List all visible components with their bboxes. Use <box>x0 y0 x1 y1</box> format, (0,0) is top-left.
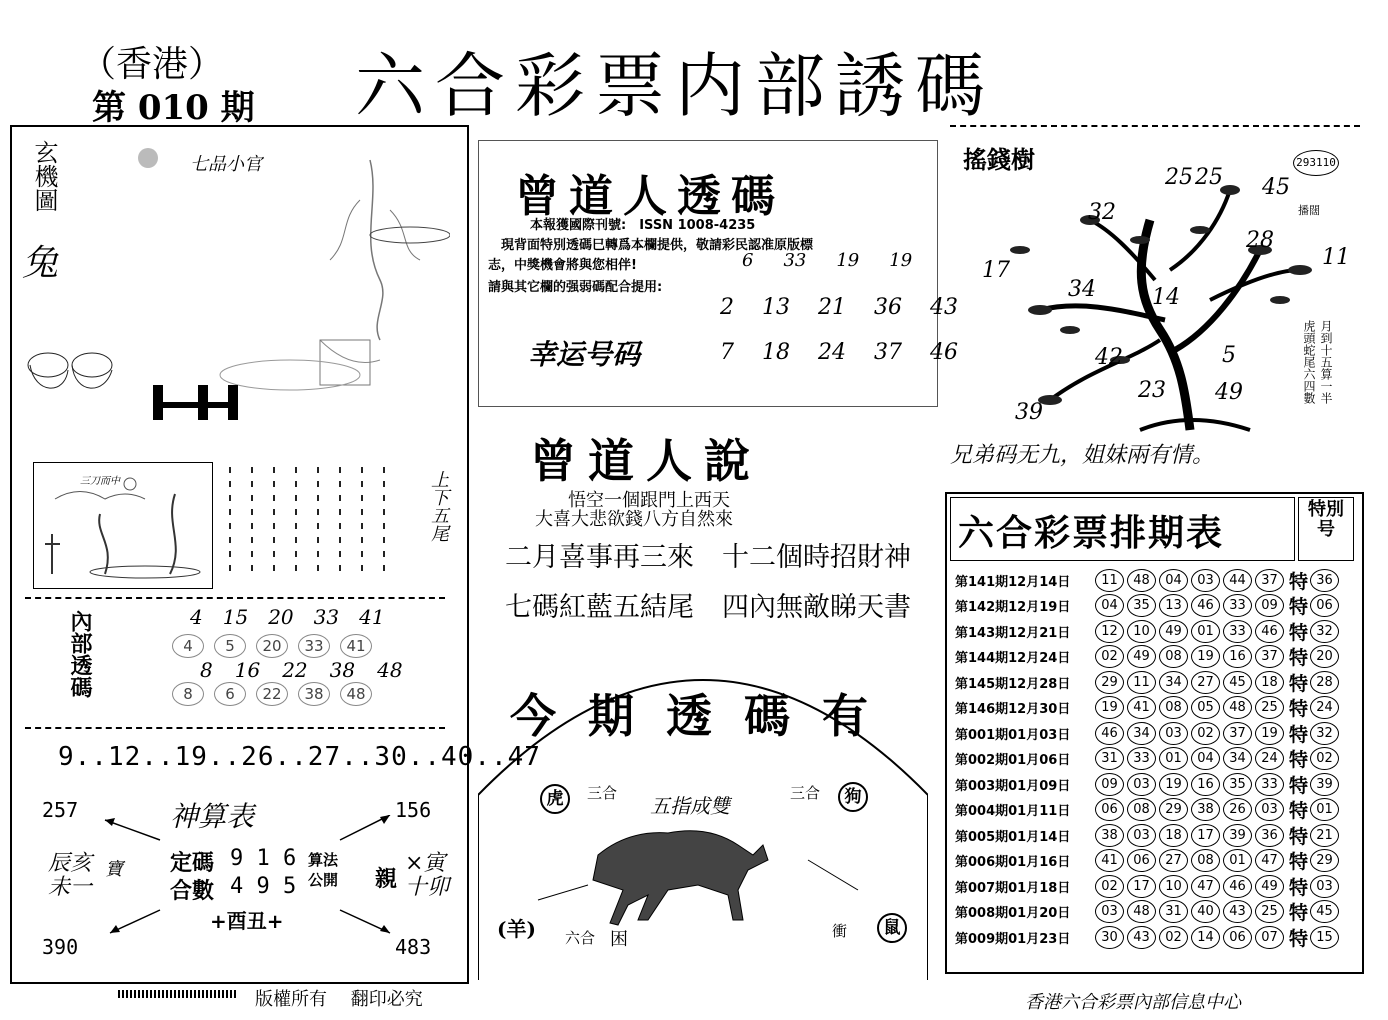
num-ball: 38 <box>298 682 330 706</box>
special-marker: 特 <box>1289 749 1309 771</box>
xuanji-hint: 兔 <box>22 243 59 284</box>
special-marker: 特 <box>1289 851 1309 873</box>
number-ball: 04 <box>1159 569 1188 592</box>
special-marker: 特 <box>1289 723 1309 746</box>
neibu-row2-circles <box>172 682 372 706</box>
number-ball: 26 <box>1223 798 1252 821</box>
num: 6 <box>742 250 754 271</box>
shuo-line1a: 二月喜事再三來 <box>505 542 694 573</box>
number-ball: 02 <box>1191 722 1220 745</box>
tree-title: 搖錢樹 <box>963 145 1035 174</box>
special-marker: 特 <box>1289 698 1309 720</box>
special-marker: 特 <box>1289 800 1309 822</box>
schedule-title: 六合彩票排期表 <box>958 512 1225 554</box>
special-marker: 特 <box>1289 647 1309 669</box>
barcode-strip <box>118 990 238 998</box>
picture-drawing <box>35 464 210 586</box>
issue-number: 第 010 期 <box>92 88 255 128</box>
number-ball: 01 <box>1191 620 1220 643</box>
special-number-ball: 36 <box>1310 569 1339 592</box>
num-ball: 5 <box>214 634 246 658</box>
shensuan-right-label: 親 <box>375 866 398 892</box>
zengdao-row2 <box>720 340 958 365</box>
num: 22 <box>282 658 308 682</box>
schedule-row-label: 第145期12月28日 <box>955 676 1071 692</box>
special-number-ball: 21 <box>1310 824 1339 847</box>
zengdao-line3: 志，中獎機會將與您相伴! <box>488 258 637 273</box>
number-ball: 33 <box>1223 594 1252 617</box>
schedule-row-label: 第141期12月14日 <box>955 574 1071 590</box>
num-ball: 48 <box>340 682 372 706</box>
number-ball: 37 <box>1255 645 1284 668</box>
number-ball: 07 <box>1255 926 1284 949</box>
schedule-row <box>955 900 1342 924</box>
number-ball: 01 <box>1223 849 1252 872</box>
num: 19 <box>836 250 860 271</box>
number-ball: 04 <box>1095 594 1124 617</box>
tiger-badge: 虎 <box>540 784 570 814</box>
tree-num: 39 <box>1015 400 1043 425</box>
num: 48 <box>377 658 403 682</box>
schedule-row-label: 第143期12月21日 <box>955 625 1071 641</box>
number-ball: 46 <box>1223 875 1252 898</box>
number-ball: 05 <box>1191 696 1220 719</box>
special-number-ball: 32 <box>1310 620 1339 643</box>
number-ball: 36 <box>1255 824 1284 847</box>
tree-num: 34 <box>1068 277 1096 302</box>
number-ball: 34 <box>1159 671 1188 694</box>
schedule-row <box>955 772 1342 796</box>
tree-caption: 兄弟码无九，姐妹兩有情。 <box>950 443 1215 468</box>
neibu-row2-hand <box>200 658 403 682</box>
chong-label: 衝 <box>832 922 848 940</box>
number-ball: 03 <box>1191 569 1220 592</box>
number-ball: 03 <box>1127 773 1156 796</box>
number-ball: 09 <box>1095 773 1124 796</box>
shensuan-numbers: 9..12..19..26..27..30..40..47 <box>58 742 541 772</box>
special-number-ball: 32 <box>1310 722 1339 745</box>
shensuan-left-note: 辰亥 未一 <box>48 851 93 900</box>
zengdao-line2: 現背面特別透碼巳轉爲本欄提供，敬請彩民認准原版標 <box>488 238 814 253</box>
sanhe-left: 三合 <box>587 784 618 802</box>
shuo-line1b: 十二個時招財神 <box>722 542 911 573</box>
schedule-row-label: 第001期01月03日 <box>955 727 1071 743</box>
num: 13 <box>762 295 790 320</box>
special-number-ball: 02 <box>1310 747 1339 770</box>
num-ball: 8 <box>172 682 204 706</box>
tree-num: 49 <box>1215 380 1243 405</box>
source-notice: 香港六合彩票內部信息中心 <box>1025 992 1241 1013</box>
number-ball: 41 <box>1127 696 1156 719</box>
number-ball: 06 <box>1223 926 1252 949</box>
number-ball: 17 <box>1127 875 1156 898</box>
number-ball: 08 <box>1191 849 1220 872</box>
special-marker: 特 <box>1289 876 1309 899</box>
number-ball: 03 <box>1127 824 1156 847</box>
num: 7 <box>720 340 734 365</box>
sanhe-right: 三合 <box>790 784 821 802</box>
ding-label: 定碼 <box>170 850 215 876</box>
num: 8 <box>200 658 213 682</box>
schedule-row <box>955 798 1342 822</box>
jinqi-mark: 困 <box>610 929 628 950</box>
side-text: 上下五尾 <box>428 470 449 542</box>
number-ball: 43 <box>1223 900 1252 923</box>
number-ball: 27 <box>1159 849 1188 872</box>
num-ball: 41 <box>340 634 372 658</box>
num: 37 <box>874 340 902 365</box>
number-ball: 18 <box>1255 671 1284 694</box>
tree-num: 32 <box>1088 200 1116 225</box>
liuhe-label: 六合 <box>565 929 596 947</box>
neibu-title: 內部透碼 <box>67 610 93 698</box>
dog-badge: 狗 <box>838 782 868 812</box>
number-ball: 46 <box>1095 722 1124 745</box>
schedule-row-label: 第142期12月19日 <box>955 600 1071 615</box>
vertical-poem-columns <box>222 462 407 587</box>
jinqi-center: 五指成雙 <box>650 794 730 818</box>
neibu-row1-circles <box>172 634 372 658</box>
special-marker: 特 <box>1289 902 1309 924</box>
num-ball: 20 <box>256 634 288 658</box>
rat-badge: 鼠 <box>877 913 907 943</box>
neibu-row1-hand <box>190 605 385 629</box>
schedule-row-label: 第008期01月20日 <box>955 906 1071 921</box>
tree-top-border <box>950 125 1360 127</box>
num: 21 <box>818 295 846 320</box>
special-number-ball: 15 <box>1310 926 1339 949</box>
number-ball: 38 <box>1095 824 1124 847</box>
num: 33 <box>783 250 807 271</box>
shensuan-left-note2: 寶 <box>105 859 123 880</box>
shuo-line2a: 七碼紅藍五結尾 <box>505 592 694 623</box>
number-ball: 33 <box>1255 773 1284 796</box>
number-ball: 10 <box>1127 620 1156 643</box>
number-ball: 45 <box>1223 671 1252 694</box>
number-ball: 14 <box>1191 926 1220 949</box>
jinqi-title: 今期透碼有 <box>510 689 900 743</box>
number-ball: 33 <box>1127 747 1156 770</box>
special-number-ball: 29 <box>1310 849 1339 872</box>
num: 38 <box>329 658 356 682</box>
tree-num: 45 <box>1262 175 1290 200</box>
number-ball: 17 <box>1191 824 1220 847</box>
sheep-badge: (羊) <box>497 917 536 941</box>
schedule-row-label: 第002期01月06日 <box>955 753 1071 768</box>
schedule-row-label: 第004期01月11日 <box>955 804 1071 819</box>
number-ball: 02 <box>1095 875 1124 898</box>
suanfa-label: 算法公開 <box>308 851 339 889</box>
special-marker: 特 <box>1289 927 1309 950</box>
number-ball: 27 <box>1191 671 1220 694</box>
number-ball: 37 <box>1223 722 1252 745</box>
shensuan-br: 483 <box>395 935 432 959</box>
number-ball: 39 <box>1223 824 1252 847</box>
schedule-row <box>955 747 1342 771</box>
schedule-row-label: 第009期01月23日 <box>955 931 1071 947</box>
num: 33 <box>313 605 340 629</box>
tree-num: 14 <box>1152 285 1180 310</box>
number-ball: 29 <box>1159 798 1188 821</box>
num: 16 <box>234 658 261 682</box>
schedule-row <box>955 568 1342 592</box>
xuanji-illustration <box>20 140 450 440</box>
number-ball: 04 <box>1191 747 1220 770</box>
divider-2 <box>25 727 445 729</box>
special-marker: 特 <box>1289 672 1309 695</box>
num-ball: 6 <box>214 682 246 706</box>
special-number-ball: 28 <box>1310 671 1339 694</box>
number-ball: 03 <box>1255 798 1284 821</box>
number-ball: 30 <box>1095 926 1124 949</box>
number-ball: 18 <box>1159 824 1188 847</box>
number-ball: 48 <box>1127 900 1156 923</box>
number-ball: 49 <box>1127 645 1156 668</box>
he-value: 4 9 5 <box>230 874 297 899</box>
number-ball: 49 <box>1159 620 1188 643</box>
special-title: 特別号 <box>1308 499 1344 540</box>
shensuan-tr: 156 <box>395 798 432 822</box>
xuanji-caption: 七品小官 <box>190 154 262 175</box>
number-ball: 19 <box>1191 645 1220 668</box>
sheep-label: 羊 <box>506 917 527 941</box>
copyright-notice: 版權所有 翻印必究 <box>255 989 423 1010</box>
tree-num: 42 <box>1095 345 1123 370</box>
tree-num: 23 <box>1138 378 1166 403</box>
number-ball: 13 <box>1159 594 1188 617</box>
schedule-row-label: 第146期12月30日 <box>955 702 1071 717</box>
num: 19 <box>889 250 913 271</box>
number-ball: 01 <box>1159 747 1188 770</box>
tree-num: 25 <box>1195 165 1223 190</box>
number-ball: 08 <box>1159 645 1188 668</box>
number-ball: 33 <box>1223 620 1252 643</box>
zengdao-row1 <box>720 295 958 320</box>
number-ball: 38 <box>1191 798 1220 821</box>
tree-code: 293110 <box>1293 150 1339 176</box>
special-marker: 特 <box>1289 774 1309 797</box>
number-ball: 47 <box>1255 849 1284 872</box>
number-ball: 08 <box>1127 798 1156 821</box>
num: 24 <box>818 340 846 365</box>
tree-num: 17 <box>982 258 1010 283</box>
number-ball: 19 <box>1159 773 1188 796</box>
number-ball: 47 <box>1191 875 1220 898</box>
number-ball: 02 <box>1159 926 1188 949</box>
schedule-row-label: 第144期12月24日 <box>955 651 1071 666</box>
schedule-row <box>955 823 1342 847</box>
number-ball: 10 <box>1159 875 1188 898</box>
number-ball: 43 <box>1127 926 1156 949</box>
shensuan-arrows <box>90 815 410 940</box>
region-label: （香港） <box>80 44 225 85</box>
shuo-sub2: 大喜大悲欲錢八方自然來 <box>535 509 733 530</box>
number-ball: 46 <box>1191 594 1220 617</box>
schedule-row <box>955 594 1342 618</box>
num-ball: 33 <box>298 634 330 658</box>
number-ball: 48 <box>1223 696 1252 719</box>
picture-caption: 三刀而中 <box>80 476 120 487</box>
number-ball: 19 <box>1095 696 1124 719</box>
number-ball: 34 <box>1127 722 1156 745</box>
number-ball: 35 <box>1127 594 1156 617</box>
special-marker: 特 <box>1289 621 1309 644</box>
special-number-ball: 24 <box>1310 696 1339 719</box>
number-ball: 16 <box>1223 645 1252 668</box>
special-marker: 特 <box>1289 596 1309 618</box>
shensuan-title: 神算表 <box>170 800 255 833</box>
num: 20 <box>268 605 294 629</box>
number-ball: 29 <box>1095 671 1124 694</box>
number-ball: 19 <box>1255 722 1284 745</box>
shuo-line2b: 四內無敵睇天書 <box>722 592 911 623</box>
schedule-row-label: 第003期01月09日 <box>955 778 1071 794</box>
num: 36 <box>874 295 902 320</box>
zengdao-title: 曾道人透碼 <box>515 171 785 222</box>
shensuan-tl: 257 <box>42 798 79 822</box>
number-ball: 24 <box>1255 747 1284 770</box>
schedule-row <box>955 645 1342 669</box>
zengdao-line1: 本報獲國際刊號: ISSN 1008-4235 <box>530 218 756 233</box>
number-ball: 11 <box>1127 671 1156 694</box>
shensuan-bl: 390 <box>42 935 79 959</box>
number-ball: 40 <box>1191 900 1220 923</box>
special-number-ball: 39 <box>1310 773 1339 796</box>
page-title: 六合彩票内部誘碼 <box>355 45 995 127</box>
tree-num: 11 <box>1322 245 1350 270</box>
tree-num: 28 <box>1246 228 1274 253</box>
number-ball: 06 <box>1127 849 1156 872</box>
shensuan-bottom: +酉丑+ <box>210 909 284 933</box>
number-ball: 06 <box>1095 798 1124 821</box>
number-ball: 11 <box>1095 569 1124 592</box>
shuo-sub1: 悟空一個跟門上西天 <box>568 490 730 511</box>
number-ball: 03 <box>1095 900 1124 923</box>
special-number-ball: 45 <box>1310 900 1339 923</box>
special-marker: 特 <box>1289 570 1309 593</box>
number-ball: 37 <box>1255 569 1284 592</box>
he-label: 合數 <box>170 878 215 904</box>
divider-1 <box>25 597 445 599</box>
number-ball: 16 <box>1191 773 1220 796</box>
shensuan-right-note: ×寅 十卯 <box>405 851 450 900</box>
special-number-ball: 06 <box>1310 594 1339 617</box>
number-ball: 03 <box>1159 722 1188 745</box>
num-ball: 22 <box>256 682 288 706</box>
number-ball: 41 <box>1095 849 1124 872</box>
number-ball: 31 <box>1095 747 1124 770</box>
number-ball: 49 <box>1255 875 1284 898</box>
ding-value: 9 1 6 <box>230 846 297 871</box>
shuo-title: 曾道人說 <box>530 434 762 488</box>
zengdao-line4: 請與其它欄的强弱碼配合提用: <box>488 280 663 295</box>
number-ball: 12 <box>1095 620 1124 643</box>
schedule-row <box>955 925 1342 949</box>
tree-mark: 播闊 <box>1298 204 1320 217</box>
zengdao-top-nums <box>742 250 912 271</box>
tree-side-text: 月到十五算一半 虎頭蛇尾六四數 <box>1302 320 1333 404</box>
tree-num: 5 <box>1222 343 1236 368</box>
num: 15 <box>222 605 249 629</box>
tree-num: 25 <box>1165 165 1193 190</box>
num-ball: 4 <box>172 634 204 658</box>
schedule-row <box>955 696 1342 720</box>
special-number-ball: 01 <box>1310 798 1339 821</box>
schedule-row <box>955 721 1342 745</box>
schedule-row <box>955 874 1342 898</box>
special-number-ball: 20 <box>1310 645 1339 668</box>
number-ball: 35 <box>1223 773 1252 796</box>
num: 46 <box>930 340 958 365</box>
number-ball: 25 <box>1255 696 1284 719</box>
lucky-label: 幸运号码 <box>528 338 641 371</box>
num: 43 <box>930 295 958 320</box>
number-ball: 46 <box>1255 620 1284 643</box>
xuanji-title: 玄機圖 <box>30 140 58 212</box>
num: 41 <box>359 605 385 629</box>
schedule-row-label: 第006期01月16日 <box>955 855 1071 870</box>
number-ball: 02 <box>1095 645 1124 668</box>
schedule-row <box>955 849 1342 873</box>
number-ball: 34 <box>1223 747 1252 770</box>
schedule-row <box>955 670 1342 694</box>
number-ball: 48 <box>1127 569 1156 592</box>
number-ball: 25 <box>1255 900 1284 923</box>
num: 18 <box>762 340 790 365</box>
schedule-row-label: 第005期01月14日 <box>955 829 1071 845</box>
special-number-ball: 03 <box>1310 875 1339 898</box>
num: 2 <box>720 295 734 320</box>
schedule-row-label: 第007期01月18日 <box>955 880 1071 896</box>
number-ball: 08 <box>1159 696 1188 719</box>
number-ball: 44 <box>1223 569 1252 592</box>
schedule-row <box>955 619 1342 643</box>
num: 4 <box>190 605 203 629</box>
number-ball: 31 <box>1159 900 1188 923</box>
special-marker: 特 <box>1289 825 1309 848</box>
number-ball: 09 <box>1255 594 1284 617</box>
